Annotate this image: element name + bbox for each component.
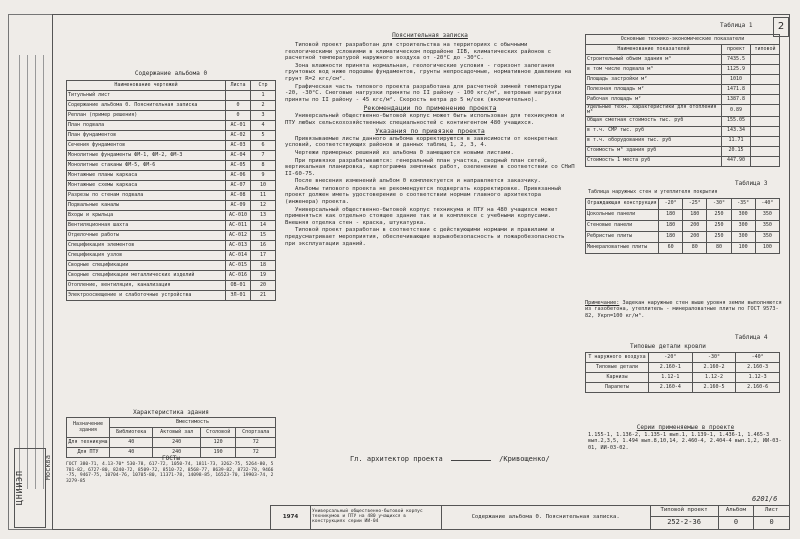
table-row	[586, 156, 780, 166]
ind-cell: Удельные техн. характеристики для отопления м³	[586, 105, 722, 117]
note-heading: Указания по привязке проекта	[375, 127, 485, 136]
toc-cell: Сечения фундаментов	[67, 141, 226, 151]
walls-cell: 60	[659, 243, 683, 254]
ind-cell: Площадь застройки м²	[586, 75, 722, 85]
gosts-title: ГОСТы	[161, 455, 181, 462]
ind-cell	[751, 65, 780, 75]
table-row	[67, 191, 276, 201]
toc-cell: 9	[251, 171, 276, 181]
walls-cell: 250	[707, 210, 731, 221]
walls-cell: Минераловатные плиты	[586, 243, 659, 254]
ind-cell: 1471.8	[722, 85, 751, 95]
institute-stamp: ЦНИИЭП	[14, 448, 46, 528]
table-row	[67, 231, 276, 241]
bchar-cell: 190	[200, 448, 236, 458]
bchar-sub-cell: Спортзала	[236, 428, 276, 438]
toc-cell: АС-012	[226, 231, 251, 241]
table-row	[67, 91, 276, 101]
toc-cell: 13	[251, 211, 276, 221]
walls-cell: Ребристые плиты	[586, 232, 659, 243]
walls-cell: 200	[683, 232, 707, 243]
toc-cell: 17	[251, 251, 276, 261]
toc-cell: АС-013	[226, 241, 251, 251]
toc-cell: Сводные спецификации металлических изделий	[67, 271, 226, 281]
ind-cell	[751, 105, 780, 117]
toc-cell: 2	[251, 101, 276, 111]
roof-cell: 2.160-3	[736, 363, 780, 373]
toc-cell: Реплан (пример решения)	[67, 111, 226, 121]
table-row	[67, 171, 276, 181]
toc-head-cell: Стр	[251, 81, 276, 91]
ind-head: Основные технико-экономические показатели	[586, 35, 780, 45]
ind-cell	[751, 75, 780, 85]
walls-cell: 250	[707, 232, 731, 243]
toc-cell: ЭЛ-01	[226, 291, 251, 301]
table-row	[67, 111, 276, 121]
roof-cell: 2.160-5	[692, 383, 736, 393]
table-row	[586, 116, 780, 126]
ind-sub-cell: проект	[722, 45, 751, 55]
table-row	[586, 363, 780, 373]
series-text: 1.155-1, 1.136-2, 1.135-1 вып.1, 1.139-1, 1.436-1, 1.465-3 вып.2,3,5, 1.494 вып.8,10,14, 2.460-4, 2.404-4 вып.1,2, ИИ-03-01, ИИ-03-02.	[588, 431, 782, 451]
note-paragraph: Привязываемые листы данного альбома корректируются в зависимости от конкретных условий, соответствующих районов и данных таблиц 1, 2, 3, 4.	[285, 135, 558, 149]
table-row	[586, 126, 780, 136]
toc-cell: Электроосвещение и слаботочные устройства	[67, 291, 226, 301]
toc-cell: 6	[251, 141, 276, 151]
ind-sub-cell: типовой	[751, 45, 780, 55]
bchar-cell: 72	[236, 438, 276, 448]
bchar-cell: 40	[110, 448, 153, 458]
toc-cell: Подвальные каналы	[67, 201, 226, 211]
ind-cell	[751, 156, 780, 166]
ind-cell	[751, 55, 780, 65]
ind-cell: Рабочая площадь м²	[586, 95, 722, 105]
table-row	[67, 271, 276, 281]
ind-cell	[751, 95, 780, 105]
bchar-sub-cell: Библиотека	[110, 428, 153, 438]
toc-cell: АС-010	[226, 211, 251, 221]
toc-cell: АС-07	[226, 181, 251, 191]
city-label: Москва	[44, 455, 52, 481]
table-row	[67, 151, 276, 161]
walls-cell: 180	[659, 232, 683, 243]
ind-cell: Полезная площадь м²	[586, 85, 722, 95]
table-row	[586, 373, 780, 383]
table-row	[586, 75, 780, 85]
toc-cell: 7	[251, 151, 276, 161]
tb-album-label: Альбом	[718, 506, 754, 517]
walls-cell: 180	[659, 210, 683, 221]
copy-number: 6201/6	[752, 495, 778, 503]
ind-cell	[751, 116, 780, 126]
ind-title: Таблица 1	[720, 22, 753, 29]
toc-cell: 16	[251, 241, 276, 251]
ind-cell: Строительный объем здания м³	[586, 55, 722, 65]
table-row	[67, 241, 276, 251]
table-row	[586, 232, 780, 243]
ind-cell: 20.15	[722, 146, 751, 156]
table-row	[67, 291, 276, 301]
toc-cell: Разрезы по стенам подвала	[67, 191, 226, 201]
note-paragraph: После внесения изменений альбом 0 комплектуется и направляется заказчику.	[295, 178, 541, 185]
toc-cell: Монтажные схемы каркаса	[67, 181, 226, 191]
toc-cell: Спецификация узлов	[67, 251, 226, 261]
ind-cell: 1010	[722, 75, 751, 85]
walls-cell: 200	[683, 221, 707, 232]
note-paragraph: Универсальный общественно-бытовой корпус может быть использован для техникумов и ПТУ любых сельскохозяйственных специальностей с контингентом 480 учащихся.	[285, 112, 565, 126]
tb-name: Универсальный общественно-бытовой корпус техникумов и ПТУ на 480 учащихся в конструкциях серии ИИ-04	[311, 506, 442, 530]
table-row	[67, 121, 276, 131]
bchar-cell: 120	[200, 438, 236, 448]
bchar-head-purpose: Назначение здания	[67, 418, 110, 438]
table-row	[67, 141, 276, 151]
signature-name: /Кривощенко/	[499, 455, 550, 463]
walls-cell: Цокольные панели	[586, 210, 659, 221]
table-row	[586, 243, 780, 254]
toc-cell: Монтажные планы каркаса	[67, 171, 226, 181]
tb-year: 1974	[271, 506, 311, 530]
walls-head-cell: -35°	[731, 199, 755, 210]
toc-cell: 12	[251, 201, 276, 211]
walls-cell: 180	[659, 221, 683, 232]
tb-list-label: Лист	[754, 506, 790, 517]
ind-cell: 1125.9	[722, 65, 751, 75]
toc-cell: 11	[251, 191, 276, 201]
ind-cell	[751, 85, 780, 95]
toc-cell: 18	[251, 261, 276, 271]
bchar-table	[66, 417, 276, 458]
table-row	[586, 65, 780, 75]
toc-cell: АС-04	[226, 151, 251, 161]
toc-cell: 3	[251, 111, 276, 121]
bchar-sub-cell: Актовый зал	[153, 428, 200, 438]
note-paragraph: Типовой проект разработан в соответствии с действующими нормами и правилами и предусматривает мероприятия, обеспечивающие взрывобезопасность и пожаробезопасность при эксплуатации зданий.	[285, 227, 565, 247]
ind-cell: в т.ч. СМР тыс. руб	[586, 126, 722, 136]
toc-cell: АС-09	[226, 201, 251, 211]
walls-head-cell: Ограждающая конструкция	[586, 199, 659, 210]
gosts-list: ГОСТ 380-71, 4.13-70* 530-78, 617-72, 1050-74, 1811-73, 3262-75, 5264-80, 5781-82, 6727-80, 8240-72, 8509-72, 8510-72, 8568-77, 8639-82, 8732-78, 9466-75, 9467-75, 10704-76, 10705-80, 11371-78, 14098-85, 16523-70, 19903-74, 23279-85	[66, 462, 274, 484]
note-paragraph: Графическая часть типового проекта разработана для расчетной зимней температуры -20, -30°С. Снеговые нагрузки приняты по II району - 100 кгс/м², ветровые нагрузки приняты по II району - 45 кгс/м². Скорость ветра до 5 м/сек (включительно).	[285, 83, 562, 103]
toc-cell: ОВ-01	[226, 281, 251, 291]
bchar-head-capacity: Вместимость	[110, 418, 276, 428]
toc-cell	[226, 91, 251, 101]
bchar-sub-cell: Столовой	[200, 428, 236, 438]
roof-cell: 1.12-1	[649, 373, 693, 383]
note-block	[585, 300, 783, 319]
roof-cell: Типовые детали	[586, 363, 649, 373]
series-title: Серии применяемые в проекте	[636, 424, 735, 431]
table-row	[586, 105, 780, 117]
toc-cell: АС-06	[226, 171, 251, 181]
ind-cell: 155.05	[722, 116, 751, 126]
bchar-cell: 72	[236, 448, 276, 458]
toc-cell: Отопление, вентиляция, канализация	[67, 281, 226, 291]
walls-cell: Стеновые панели	[586, 221, 659, 232]
ind-cell: 1387.8	[722, 95, 751, 105]
roof-caption: Типовые детали кровли	[630, 343, 706, 350]
tb-list: 0	[754, 516, 790, 529]
toc-cell: Монолитные фундаменты ФМ-1, ФМ-2, ФМ-3	[67, 151, 226, 161]
walls-title: Таблица 3	[735, 180, 768, 187]
toc-head-cell: Листа	[226, 81, 251, 91]
roof-cell: Карнизы	[586, 373, 649, 383]
toc-cell: Отделочные работы	[67, 231, 226, 241]
toc-cell: 20	[251, 281, 276, 291]
walls-cell: 350	[755, 210, 779, 221]
table-row	[586, 221, 780, 232]
toc-cell: Вентиляционная шахта	[67, 221, 226, 231]
toc-cell: АС-014	[226, 251, 251, 261]
sheet-number: 2	[773, 17, 789, 37]
ind-cell: в т.ч. оборудования тыс. руб	[586, 136, 722, 146]
walls-head-cell: -30°	[707, 199, 731, 210]
ind-cell: 0.89	[722, 105, 751, 117]
toc-head-cell: Наименование чертежей	[67, 81, 226, 91]
ind-cell: 11.71	[722, 136, 751, 146]
toc-title: Содержание альбома 0	[134, 70, 208, 77]
ind-cell: в том числе подвала м³	[586, 65, 722, 75]
toc-cell: 10	[251, 181, 276, 191]
roof-cell: 2.160-1	[649, 363, 693, 373]
bchar-cell: 40	[110, 438, 153, 448]
toc-cell: 8	[251, 161, 276, 171]
roof-cell: 1.12-3	[736, 373, 780, 383]
toc-cell: Содержание альбома 0. Пояснительная записка	[67, 101, 226, 111]
toc-cell: 21	[251, 291, 276, 301]
bchar-cell: 240	[153, 438, 200, 448]
table-row	[67, 161, 276, 171]
roof-cell: 1.12-2	[692, 373, 736, 383]
toc-cell: 15	[251, 231, 276, 241]
walls-table	[585, 198, 780, 254]
walls-cell: 180	[683, 210, 707, 221]
roof-cell: Парапеты	[586, 383, 649, 393]
toc-cell: План подвала	[67, 121, 226, 131]
table-row	[67, 201, 276, 211]
toc-cell: 19	[251, 271, 276, 281]
indicators-table	[585, 34, 780, 167]
roof-head-cell: -20°	[649, 353, 693, 363]
toc-cell: АС-08	[226, 191, 251, 201]
ind-sub-cell: Наименование показателей	[586, 45, 722, 55]
table-row	[586, 210, 780, 221]
roof-title: Таблица 4	[735, 334, 768, 341]
toc-cell: 4	[251, 121, 276, 131]
note-heading: Рекомендации по применению проекта	[363, 104, 497, 113]
walls-cell: 350	[755, 232, 779, 243]
table-row	[586, 146, 780, 156]
note-paragraph: Типовой проект разработан для строительства на территориях с обычными геологическими условиями в климатическом подрайоне IIВ, климатических районов с расчетной температурой наружного воздуха от -20°С до -30°С.	[285, 42, 552, 62]
table-row	[586, 85, 780, 95]
table-row	[67, 281, 276, 291]
roof-table	[585, 352, 780, 393]
table-row	[586, 136, 780, 146]
toc-cell: АС-015	[226, 261, 251, 271]
toc-cell: Титульный лист	[67, 91, 226, 101]
note-paragraph: Чертежи примерных решений из альбома 0 замещаются новыми листами.	[295, 149, 514, 156]
walls-cell: 80	[707, 243, 731, 254]
table-row	[586, 95, 780, 105]
walls-cell: 100	[731, 243, 755, 254]
toc-cell: Входы и крыльца	[67, 211, 226, 221]
tb-proj: 252-2-36	[650, 516, 718, 529]
note-title: Пояснительная записка	[392, 32, 468, 39]
ind-cell	[751, 126, 780, 136]
table-row	[67, 101, 276, 111]
table-row	[67, 131, 276, 141]
ind-cell: Стоимость м³ здания руб	[586, 146, 722, 156]
toc-cell: 0	[226, 101, 251, 111]
table-row	[67, 211, 276, 221]
walls-head-cell: -25°	[683, 199, 707, 210]
toc-cell: Монолитные стаканы ФМ-5, ФМ-6	[67, 161, 226, 171]
table-row	[67, 221, 276, 231]
prim-text: Задекан наружные стен выше уровня земли выполняются из газобетона, утеплитель - минераловатные плиты по ГОСТ 9573-82, Укрп=100 кг/м³.	[585, 300, 782, 319]
walls-cell: 350	[755, 221, 779, 232]
prim-label: Примечание:	[585, 300, 620, 306]
tb-content: Содержание альбома 0. Пояснительная записка.	[441, 506, 650, 530]
toc-cell: Сводные спецификации	[67, 261, 226, 271]
toc-cell: АС-01	[226, 121, 251, 131]
toc-cell: 1	[251, 91, 276, 101]
ind-cell: Стоимость 1 места руб	[586, 156, 722, 166]
ind-cell: Общая сметная стоимость тыс. руб	[586, 116, 722, 126]
toc-cell: АС-03	[226, 141, 251, 151]
walls-cell: 80	[683, 243, 707, 254]
walls-caption: Таблица наружных стен и утеплителя покрытия	[588, 189, 718, 195]
toc-cell: АС-016	[226, 271, 251, 281]
table-row	[67, 438, 276, 448]
bchar-title: Характеристика здания	[133, 409, 209, 416]
series-block	[588, 425, 783, 451]
note-paragraph: Зона влажности принята нормальная, геологические условия - горизонт залегания грунтовых вод ниже подошвы фундаментов, грунты непросадочные, нормативное давление на грунт R=2 кгс/см².	[285, 62, 572, 82]
toc-cell: 0	[226, 111, 251, 121]
roof-cell: 2.160-2	[692, 363, 736, 373]
roof-head-cell: Т наружного воздуха	[586, 353, 649, 363]
table-row	[67, 251, 276, 261]
table-row	[67, 181, 276, 191]
bchar-cell: Для техникума	[67, 438, 110, 448]
explanatory-note	[285, 42, 575, 248]
walls-cell: 300	[731, 232, 755, 243]
roof-cell: 2.160-6	[736, 383, 780, 393]
bchar-cell: 240	[153, 448, 200, 458]
note-paragraph: При привязке разрабатываются: генеральный план участка, сводный план сетей, вертикальная планировка, картограмма земляных работ, озеленение в соответствии со СНиП II-60-75.	[285, 157, 575, 177]
toc-cell: АС-02	[226, 131, 251, 141]
signature-label: Гл. архитектор проекта	[350, 455, 443, 463]
table-row	[67, 261, 276, 271]
roof-head-cell: -30°	[692, 353, 736, 363]
signature-scribble	[451, 460, 491, 461]
toc-cell: АС-011	[226, 221, 251, 231]
walls-cell: 300	[731, 221, 755, 232]
tb-album: 0	[718, 516, 754, 529]
walls-head-cell: -40°	[755, 199, 779, 210]
table-row	[586, 55, 780, 65]
note-paragraph: Альбомы типового проекта не рекомендуется подвергать корректировке. Привязанный проект должен иметь удостоверение о соответствии нормам главного архитектора (инженера) проекта.	[285, 185, 562, 206]
ind-cell	[751, 136, 780, 146]
toc-cell: 14	[251, 221, 276, 231]
toc-cell: 5	[251, 131, 276, 141]
ind-cell: 7435.5	[722, 55, 751, 65]
toc-table	[66, 80, 276, 301]
tb-proj-label: Типовой проект	[650, 506, 718, 517]
roof-cell: 2.160-4	[649, 383, 693, 393]
ind-cell	[751, 146, 780, 156]
roof-head-cell: -40°	[736, 353, 780, 363]
table-row	[586, 383, 780, 393]
ind-cell: 143.34	[722, 126, 751, 136]
toc-cell: АС-05	[226, 161, 251, 171]
note-paragraph: Универсальный общественно-бытовой корпус техникума и ПТУ на 480 учащихся может применяться как отдельно стоящее здание так и в комплексе с учебными корпусами. Внешняя отделка стен - краска, штукатурка.	[285, 206, 558, 226]
bchar-cell: Для ПТУ	[67, 448, 110, 458]
toc-cell: Спецификация элементов	[67, 241, 226, 251]
ind-cell: 447.90	[722, 156, 751, 166]
toc-cell: План фундаментов	[67, 131, 226, 141]
walls-head-cell: -20°	[659, 199, 683, 210]
walls-cell: 300	[731, 210, 755, 221]
walls-cell: 100	[755, 243, 779, 254]
title-block	[270, 505, 790, 530]
walls-cell: 250	[707, 221, 731, 232]
signature-line	[350, 455, 550, 463]
